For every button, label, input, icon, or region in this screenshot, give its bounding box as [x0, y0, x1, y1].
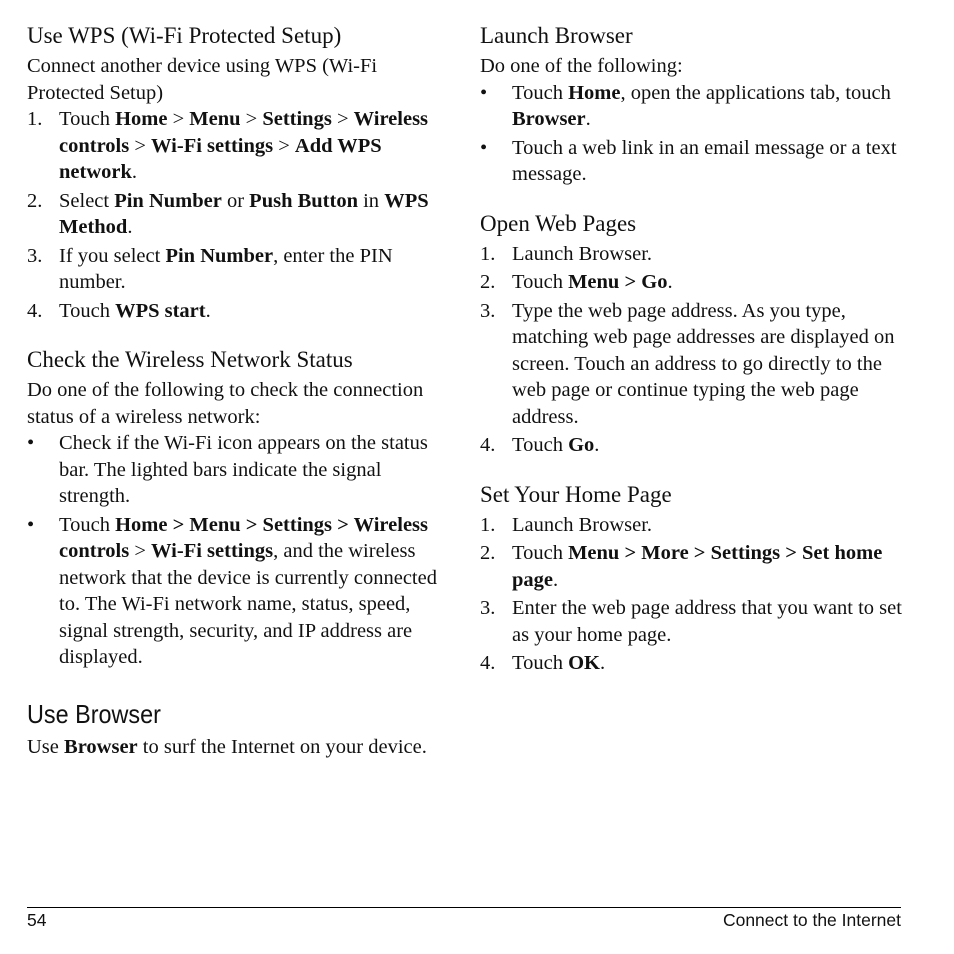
- list-item-text: If you select Pin Number, enter the PIN number.: [59, 244, 393, 293]
- list-item-text: Touch OK.: [512, 652, 606, 674]
- list-item: [27, 298, 447, 325]
- list-item: [480, 80, 910, 133]
- list-marker: 2.: [27, 189, 43, 212]
- list-marker: •: [27, 513, 35, 536]
- open-steps: [480, 241, 910, 459]
- list-marker: 3.: [27, 244, 43, 267]
- list-item-text: Touch a web link in an email message or a text message.: [512, 136, 897, 185]
- list-marker: 2.: [480, 271, 496, 293]
- chapter-title: Connect to the Internet: [722, 910, 901, 930]
- open-heading: Open Web Pages: [480, 210, 637, 236]
- status-heading: Check the Wireless Network Status: [27, 347, 353, 372]
- use-browser-intro: Use Browser to surf the Internet on your device.: [27, 735, 427, 758]
- list-marker: 4.: [480, 652, 496, 674]
- list-marker: 2.: [480, 542, 496, 564]
- list-marker: •: [480, 81, 488, 104]
- list-item-text: Touch Home, open the applications tab, touch Browser.: [512, 81, 891, 130]
- home-steps: [480, 512, 910, 677]
- list-item: [480, 135, 910, 188]
- list-marker: 4.: [480, 434, 496, 456]
- list-marker: 1.: [480, 513, 496, 536]
- left-column: [27, 22, 447, 760]
- list-item: [480, 432, 910, 459]
- list-item: [27, 512, 447, 671]
- list-item-text: Select Pin Number or Push Button in WPS Method.: [59, 189, 429, 238]
- list-item: [480, 241, 910, 268]
- use-browser-heading: Use Browser: [27, 698, 161, 729]
- list-marker: •: [27, 432, 35, 454]
- list-item: [27, 106, 447, 186]
- list-item: [480, 540, 910, 593]
- list-item-text: Touch Home > Menu > Settings > Wireless controls > Wi-Fi settings > Add WPS network.: [59, 108, 429, 183]
- list-item-text: Launch Browser.: [512, 242, 653, 265]
- list-item-text: Type the web page address. As you type, matching web page addresses are displayed on screen. Touch an address to go directly to the web page or continue typing the web page address.: [512, 299, 895, 428]
- status-intro: Do one of the following to check the connection status of a wireless network:: [27, 379, 424, 428]
- list-marker: 3.: [480, 597, 496, 619]
- list-item-text: Touch Home > Menu > Settings > Wireless controls > Wi-Fi settings, and the wireless network that the device is currently connected to. The Wi-Fi network name, status, speed, signal strength, security, and IP address are displayed.: [59, 513, 437, 668]
- launch-intro: Do one of the following:: [480, 55, 683, 77]
- launch-bullets: [480, 80, 910, 188]
- list-item-text: Touch Menu > Go.: [512, 271, 673, 293]
- list-item: [480, 595, 910, 648]
- list-marker: 1.: [27, 108, 43, 130]
- list-item: [27, 188, 447, 241]
- right-column: [480, 22, 910, 679]
- list-item-text: Touch WPS start.: [59, 299, 211, 322]
- list-item: [27, 430, 447, 510]
- list-item: [480, 512, 910, 539]
- list-item-text: Touch Menu > More > Settings > Set home page.: [512, 542, 883, 591]
- page-footer: [27, 907, 901, 930]
- list-marker: •: [480, 136, 488, 159]
- list-item-text: Enter the web page address that you want to set as your home page.: [512, 597, 902, 646]
- list-marker: 3.: [480, 299, 496, 322]
- wps-heading: Use WPS (Wi-Fi Protected Setup): [27, 23, 342, 48]
- list-item: [480, 650, 910, 677]
- list-item: [480, 269, 910, 296]
- status-bullets: [27, 430, 447, 671]
- list-item: [480, 298, 910, 431]
- home-heading: Set Your Home Page: [480, 481, 672, 507]
- page-number: 54: [27, 910, 47, 930]
- wps-steps: [27, 106, 447, 324]
- list-item-text: Check if the Wi-Fi icon appears on the status bar. The lighted bars indicate the signal strength.: [59, 432, 428, 507]
- list-item-text: Touch Go.: [512, 434, 600, 456]
- list-marker: 4.: [27, 299, 43, 322]
- list-item: [27, 243, 447, 296]
- launch-heading: Launch Browser: [480, 23, 633, 48]
- wps-intro: Connect another device using WPS (Wi-Fi Protected Setup): [27, 55, 378, 104]
- list-item-text: Launch Browser.: [512, 513, 653, 536]
- list-marker: 1.: [480, 242, 496, 265]
